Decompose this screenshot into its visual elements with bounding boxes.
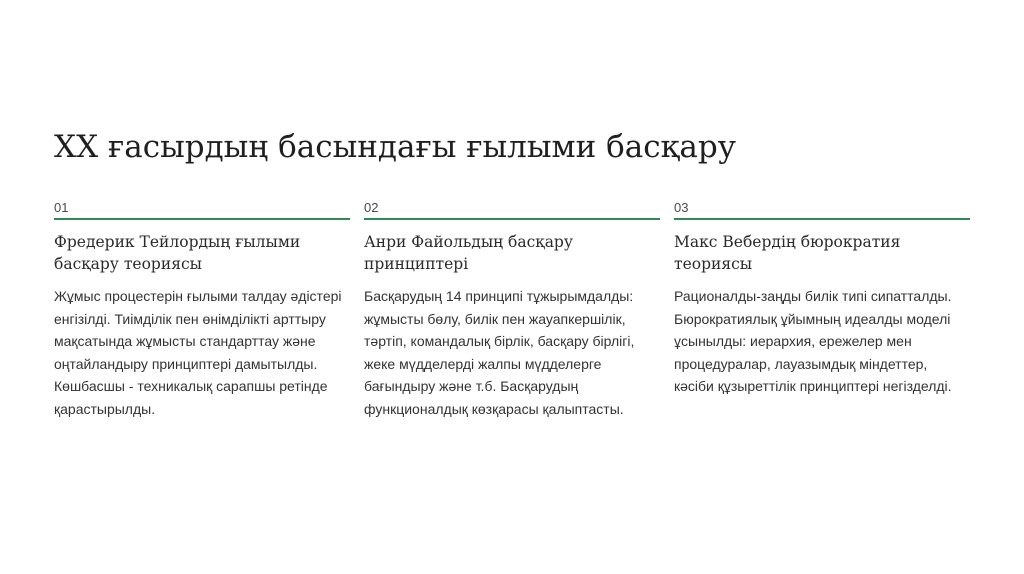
- column-number: 02: [364, 200, 379, 215]
- accent-divider: [364, 218, 660, 220]
- accent-divider: [54, 218, 350, 220]
- column-1: [54, 199, 350, 421]
- column-body: Басқарудың 14 принципі тұжырымдалды: жұмысты бөлу, билік пен жауапкершілік, тәртіп, командалық бірлік, басқару бірлігі, жеке мүдделерді жалпы мүдделерге бағындыру және т.б. Басқарудың функционалдық көзқарасы қалыптасты.: [364, 288, 635, 417]
- column-3: [674, 199, 970, 398]
- column-number: 01: [54, 200, 69, 215]
- column-body: Рационалды-заңды билік типі сипатталды. Бюрократиялық ұйымның идеалды моделі ұсынылды: иерархия, ережелер мен процедуралар, лауазымдық міндеттер, кәсіби құзыреттілік принциптері негізделді.: [674, 288, 952, 395]
- column-heading: Фредерик Тейлордың ғылыми басқару теориясы: [54, 233, 301, 273]
- column-2: [364, 199, 660, 421]
- column-number: 03: [674, 200, 689, 215]
- slide-title: XX ғасырдың басындағы ғылыми басқару: [54, 129, 736, 165]
- column-heading: Анри Файольдың басқару принциптері: [364, 233, 573, 273]
- accent-divider: [674, 218, 970, 220]
- column-body: Жұмыс процестерін ғылыми талдау әдістері енгізілді. Тиімділік пен өнімділікті арттыру мақсатында жұмысты стандарттау және оңтайландыру принциптері дамытылды. Көшбасшы - техникалық сарапшы ретінде қарастырылды.: [54, 288, 342, 417]
- column-heading: Макс Вебердің бюрократия теориясы: [674, 233, 901, 273]
